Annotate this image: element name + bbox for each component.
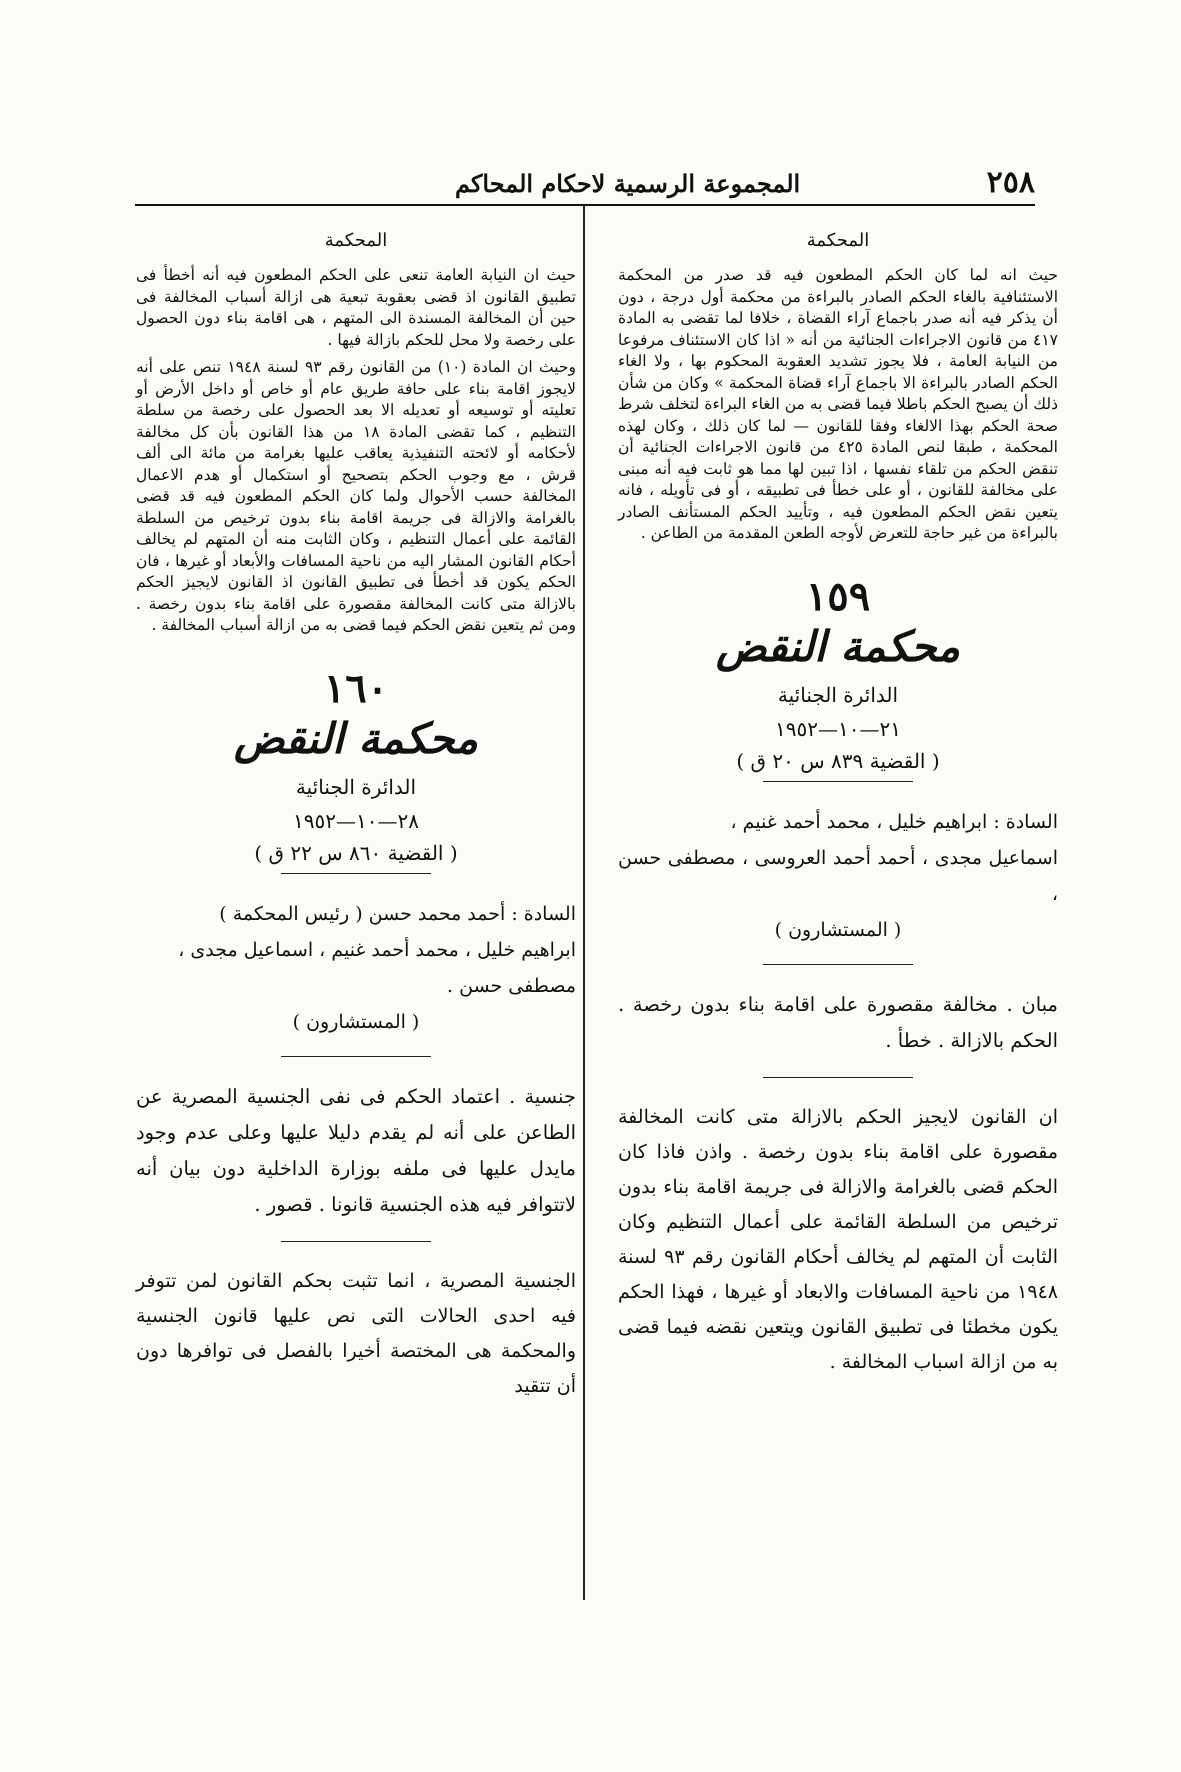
- bench-line: السادة : ابراهيم خليل ، محمد أحمد غنيم ،: [730, 810, 1058, 833]
- separator-rule: [281, 1056, 431, 1057]
- page-header: [135, 160, 1035, 206]
- bench-line: اسماعيل مجدى ، أحمد أحمد العروسى ، مصطفى حسن ،: [618, 846, 1058, 905]
- separator-rule: [281, 1241, 431, 1242]
- case-number: ١٦٠: [323, 664, 389, 712]
- bench-line: مصطفى حسن .: [447, 974, 576, 997]
- bench-line: السادة : أحمد محمد حسن ( رئيس المحكمة ): [219, 902, 576, 925]
- case-date: ٢١—١٠—١٩٥٢: [775, 716, 901, 741]
- bench-line: ( المستشارون ): [292, 1010, 420, 1033]
- case-reference: ( القضية ٨٣٩ س ٢٠ ق ): [736, 748, 940, 773]
- left-column: [136, 220, 576, 1404]
- case-number: ١٥٩: [805, 572, 871, 620]
- judgment-paragraph: حيث ان النيابة العامة تنعى على الحكم المطعون فيه أنه أخطأ فى تطبيق القانون اذ قضى بعقوبة تبعية هى ازالة أسباب المخالفة فى حين أن المخالفة المسندة الى المتهم ، هى اقامة بناء دون الحصول على رخصة ولا محل للحكم بازالة فيها .: [136, 266, 576, 349]
- bench-line: ( المستشارون ): [774, 918, 902, 941]
- separator-rule: [281, 873, 431, 874]
- circuit-name: الدائرة الجنائية: [295, 774, 417, 799]
- section-title: المحكمة: [806, 230, 870, 251]
- separator-rule: [763, 781, 913, 782]
- bench-members: [136, 896, 576, 1040]
- case-date: ٢٨—١٠—١٩٥٢: [293, 808, 419, 833]
- case-summary: مبان . مخالفة مقصورة على اقامة بناء بدون رخصة . الحكم بالازالة . خطأ .: [618, 992, 1058, 1052]
- section-title: المحكمة: [324, 230, 388, 251]
- running-title: المجموعة الرسمية لاحكام المحاكم: [455, 169, 801, 198]
- legal-principle: ان القانون لايجيز الحكم بالازالة متى كانت المخالفة مقصورة على اقامة بناء بدون رخصة . واذن فاذا كان الحكم قضى بالغرامة والازالة فى جريمة اقامة بناء بدون ترخيص من السلطة القائمة على أعمال التنظيم وكان الثابت أن المتهم لم يخالف أحكام القانون رقم ٩٣ لسنة ١٩٤٨ من ناحية المسافات والابعاد أو غيرها ، فهذا الحكم يكون مخطئا فى تطبيق القانون ويتعين نقضه فيما قضى به من ازالة اسباب المخالفة .: [618, 1105, 1058, 1373]
- legal-principle: الجنسية المصرية ، انما تثبت بحكم القانون لمن تتوفر فيه احدى الحالات التى نص عليها قانون الجنسية والمحكمة هى المختصة أخيرا بالفصل فى توافرها دون أن تتقيد: [136, 1269, 576, 1397]
- separator-rule: [763, 964, 913, 965]
- court-name: محكمة النقض: [233, 713, 479, 763]
- bench-line: ابراهيم خليل ، محمد أحمد غنيم ، اسماعيل مجدى ،: [178, 938, 576, 961]
- bench-members: [618, 804, 1058, 948]
- judgment-paragraph: وحيث ان المادة (١٠) من القانون رقم ٩٣ لسنة ١٩٤٨ تنص على أنه لايجوز اقامة بناء على حافة طريق عام أو خاص أو داخل الأرض أو تعليته أو توسيعه أو تعديله الا بعد الحصول على رخصة من سلطة التنظيم ، كما تقضى المادة ١٨ من هذا القانون بأن كل مخالفة لأحكامه أو لائحته التنفيذية يعاقب عليها بغرامة من مائة الى ألف قرش ، مع وجوب الحكم بتصحيح أو استكمال أو هدم الاعمال المخالفة حسب الأحوال ولما كان الحكم المطعون فيه قد قضى بالغرامة والازالة فى جريمة اقامة بناء بدون ترخيص من السلطة القائمة على أعمال التنظيم ، وكان الثابت منه أن المتهم لم يخالف أحكام القانون المشار اليه من ناحية المسافات والأبعاد أو غيرها ، فان الحكم يكون قد أخطأ فى تطبيق القانون اذ القانون لايجيز الحكم بالازالة متى كانت المخالفة مقصورة على اقامة بناء بدون رخصة . ومن ثم يتعين نقض الحكم فيما قضى به من ازالة أسباب المخالفة .: [136, 358, 576, 634]
- court-name: محكمة النقض: [715, 621, 961, 671]
- case-summary: جنسية . اعتماد الحكم فى نفى الجنسية المصرية عن الطاعن على أنه لم يقدم دليلا عليها وعلى عدم وجود مايدل عليها فى ملفه بوزارة الداخلية دون بيان أنه لاتتوافر فيه هذه الجنسية قانونا . قصور .: [136, 1084, 576, 1216]
- judgment-paragraph: حيث انه لما كان الحكم المطعون فيه قد صدر من المحكمة الاستئنافية بالغاء الحكم الصادر بالبراءة من محكمة أول درجة ، دون أن يذكر فيه أنه صدر باجماع آراء القضاة ، خلافا لما تقضى به المادة ٤١٧ من قانون الاجراءات الجنائية من أنه « اذا كان الاستئناف مرفوعا من النيابة العامة ، فلا يجوز تشديد العقوبة المحكوم بها ، ولا الغاء الحكم الصادر بالبراءة الا باجماع آراء قضاة المحكمة » وكان من شأن ذلك أن يصبح الحكم باطلا فيما قضى به من الغاء البراءة لتخلف شرط صحة الحكم بهذا الالغاء وفقا للقانون — لما كان ذلك ، وكان لهذه المحكمة ، طبقا لنص المادة ٤٢٥ من قانون الاجراءات الجنائية أن تنقض الحكم من تلقاء نفسها ، اذا تبين لها مما هو ثابت فيه أنه مبنى على مخالفة للقانون ، أو على خطأ فى تطبيقه ، أو فى تأويله ، فانه يتعين نقض الحكم المطعون فيه ، وتأييد الحكم المستأنف الصادر بالبراءة من غير حاجة للتعرض لأوجه الطعن المقدمة من الطاعن .: [618, 266, 1058, 542]
- column-divider: [583, 205, 585, 1600]
- case-reference: ( القضية ٨٦٠ س ٢٢ ق ): [254, 840, 458, 865]
- separator-rule: [763, 1077, 913, 1078]
- circuit-name: الدائرة الجنائية: [777, 682, 899, 707]
- page-number: ٢٥٨: [986, 165, 1035, 200]
- right-column: [618, 220, 1058, 1380]
